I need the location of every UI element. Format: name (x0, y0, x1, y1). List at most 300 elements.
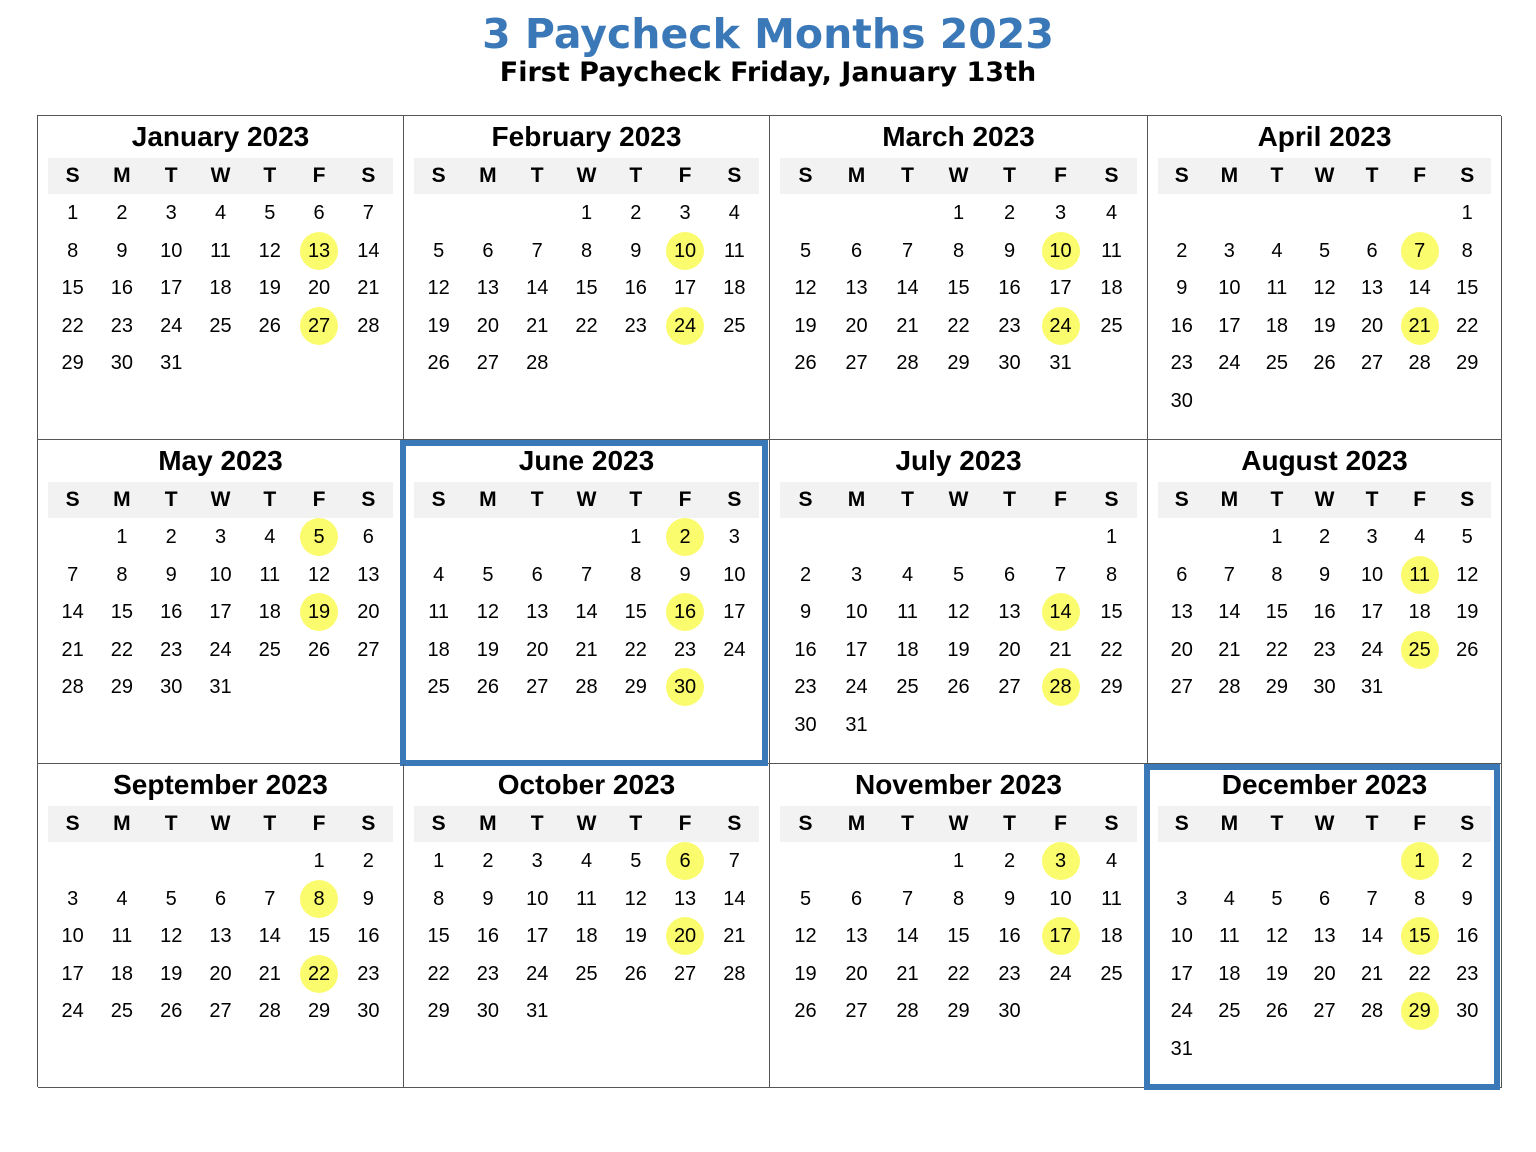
calendar-date: 24 (61, 1000, 84, 1023)
payday-date: 6 (666, 842, 704, 880)
calendar-date: 4 (214, 202, 227, 224)
calendar-date: 5 (952, 563, 965, 586)
calendar-date: 23 (673, 638, 697, 661)
month-title: October 2023 (497, 769, 676, 800)
calendar-date: 26 (160, 1000, 183, 1023)
calendar-date: 26 (1265, 1000, 1289, 1023)
calendar-date: 16 (1456, 925, 1479, 948)
calendar-date: 22 (110, 638, 134, 661)
calendar-date: 29 (947, 1000, 970, 1023)
month-november (770, 764, 1148, 1088)
weekday-label: W (576, 164, 597, 187)
calendar-date: 16 (1170, 314, 1193, 337)
calendar-date: 6 (1176, 563, 1188, 586)
calendar-date: 17 (526, 925, 549, 948)
calendar-date: 15 (1265, 601, 1289, 624)
calendar-date: 27 (673, 962, 697, 985)
calendar-date: 10 (845, 601, 868, 624)
calendar-date: 20 (998, 638, 1021, 661)
calendar-date: 23 (1170, 352, 1193, 375)
calendar-date: 1 (67, 202, 79, 224)
month-title: June 2023 (518, 445, 655, 476)
calendar-date: 29 (1456, 352, 1479, 375)
month-december (1148, 764, 1502, 1088)
calendar-date: 11 (210, 239, 231, 262)
weekday-header (48, 158, 393, 194)
weekday-label: T (530, 812, 544, 835)
calendar-date: 1 (952, 202, 965, 224)
calendar-date: 18 (427, 638, 450, 661)
month-september (38, 764, 404, 1088)
calendar-date: 18 (1265, 314, 1289, 337)
calendar-date: 6 (1318, 887, 1331, 910)
weekday-label: T (629, 164, 643, 187)
calendar-date: 27 (1360, 352, 1384, 375)
weekday-label: W (576, 488, 597, 511)
calendar-date: 31 (1049, 352, 1072, 375)
calendar-date: 5 (482, 563, 494, 586)
calendar-date: 12 (476, 601, 500, 624)
calendar-date: 4 (1414, 526, 1426, 548)
calendar-date: 29 (624, 676, 647, 699)
calendar-date: 14 (258, 925, 281, 948)
calendar-date: 22 (1456, 314, 1479, 337)
calendar-date: 4 (1271, 239, 1283, 262)
month-title: April 2023 (1257, 121, 1392, 152)
calendar-date: 22 (947, 314, 970, 337)
calendar-date: 9 (799, 601, 812, 624)
calendar-date: 25 (723, 314, 746, 337)
weekday-label: T (530, 164, 544, 187)
calendar-date: 22 (575, 314, 598, 337)
calendar-date: 24 (1049, 962, 1072, 985)
weekday-header (1158, 158, 1491, 194)
calendar-date: 19 (427, 314, 450, 337)
calendar-date: 25 (1218, 1000, 1241, 1023)
payday-date: 15 (1401, 917, 1439, 955)
calendar-date: 6 (850, 887, 863, 910)
weekday-label: F (1413, 164, 1427, 187)
calendar-date: 31 (1360, 676, 1384, 699)
calendar-date: 19 (794, 962, 817, 985)
payday-date: 1 (1401, 842, 1439, 880)
calendar-date: 3 (850, 563, 863, 586)
calendar-date: 26 (947, 676, 970, 699)
calendar-date: 7 (901, 887, 914, 910)
calendar-date: 27 (845, 1000, 868, 1023)
weekday-label: W (948, 812, 969, 835)
calendar-date: 3 (1223, 239, 1235, 262)
calendar-date: 23 (476, 962, 500, 985)
weekday-label: M (1220, 164, 1239, 187)
calendar-date: 19 (1313, 314, 1336, 337)
weekday-label: W (1314, 164, 1335, 187)
calendar-date: 21 (258, 962, 281, 985)
calendar-date: 12 (1313, 277, 1336, 300)
weekday-label: T (901, 812, 914, 835)
calendar-date: 1 (1271, 526, 1283, 548)
weekday-label: S (1460, 488, 1475, 511)
calendar-date: 20 (307, 277, 331, 300)
calendar-date: 22 (61, 314, 84, 337)
month-title: January 2023 (131, 121, 310, 152)
calendar-date: 28 (723, 962, 746, 985)
weekday-label: T (1365, 164, 1379, 187)
weekday-header (414, 806, 759, 842)
calendar-date: 7 (264, 887, 276, 910)
calendar-date: 8 (952, 887, 965, 910)
weekday-label: T (164, 164, 178, 187)
calendar-date: 17 (1360, 601, 1384, 624)
calendar-date: 5 (1271, 887, 1283, 910)
calendar-date: 24 (1218, 352, 1241, 375)
calendar-date: 5 (630, 850, 642, 872)
calendar-date: 18 (1218, 962, 1241, 985)
calendar-date: 25 (575, 962, 598, 985)
calendar-date: 18 (110, 962, 134, 985)
calendar-date: 16 (357, 925, 380, 948)
weekday-label: M (479, 164, 497, 187)
payday-date: 13 (300, 232, 338, 270)
calendar-date: 14 (1408, 277, 1431, 300)
calendar-date: 28 (61, 676, 84, 699)
calendar-date: 8 (1461, 239, 1473, 262)
weekday-label: M (113, 812, 131, 835)
calendar-date: 16 (998, 277, 1021, 300)
calendar-date: 12 (947, 601, 970, 624)
calendar-date: 17 (723, 601, 746, 624)
calendar-date: 22 (624, 638, 647, 661)
calendar-date: 21 (1218, 638, 1241, 661)
calendar-date: 15 (61, 277, 84, 300)
weekday-header (780, 806, 1137, 842)
calendar-date: 7 (67, 563, 79, 586)
calendar-date: 29 (1100, 676, 1123, 699)
calendar-date: 17 (1049, 277, 1072, 300)
calendar-date: 29 (110, 676, 134, 699)
calendar-date: 11 (1266, 277, 1288, 300)
calendar-date: 2 (482, 850, 494, 872)
weekday-label: S (361, 812, 376, 835)
payday-date: 19 (300, 593, 338, 631)
weekday-header (48, 482, 393, 518)
calendar-date: 13 (998, 601, 1021, 624)
payday-date: 10 (1042, 232, 1080, 270)
calendar-date: 3 (1054, 202, 1067, 224)
calendar-date: 8 (116, 563, 128, 586)
weekday-label: F (312, 164, 326, 187)
weekday-label: W (210, 164, 231, 187)
calendar-date: 6 (482, 239, 494, 262)
calendar-date: 15 (575, 277, 598, 300)
calendar-date: 9 (679, 563, 691, 586)
calendar-date: 26 (476, 676, 500, 699)
calendar-date: 5 (433, 239, 445, 262)
calendar-date: 28 (575, 676, 598, 699)
month-april (1148, 116, 1502, 440)
calendar-date: 20 (357, 601, 380, 624)
calendar-date: 19 (794, 314, 817, 337)
calendar-date: 15 (947, 925, 970, 948)
weekday-label: M (113, 488, 131, 511)
calendar-date: 26 (307, 638, 331, 661)
calendar-date: 3 (679, 202, 691, 224)
calendar-date: 7 (728, 850, 740, 872)
month-title: February 2023 (491, 121, 682, 152)
weekday-label: S (727, 164, 742, 187)
calendar-date: 27 (209, 1000, 232, 1023)
calendar-date: 10 (1049, 887, 1072, 910)
calendar-date: 21 (575, 638, 598, 661)
payday-date: 10 (666, 232, 704, 270)
payday-date: 21 (1401, 307, 1439, 345)
calendar-date: 20 (1313, 962, 1336, 985)
calendar-date: 17 (845, 638, 868, 661)
calendar-date: 17 (1170, 962, 1193, 985)
weekday-label: T (1270, 812, 1284, 835)
calendar-date: 24 (526, 962, 549, 985)
weekday-label: T (1365, 488, 1379, 511)
payday-date: 3 (1042, 842, 1080, 880)
weekday-label: S (1460, 812, 1475, 835)
calendar-date: 20 (1170, 638, 1193, 661)
calendar-date: 26 (794, 352, 817, 375)
calendar-date: 6 (1003, 563, 1016, 586)
month-title: December 2023 (1221, 769, 1428, 800)
weekday-label: S (798, 812, 813, 835)
calendar-date: 4 (901, 563, 914, 586)
calendar-date: 8 (630, 563, 642, 586)
weekday-label: W (948, 164, 969, 187)
weekday-label: S (727, 488, 742, 511)
calendar-date: 28 (526, 352, 549, 375)
payday-date: 11 (1401, 556, 1439, 594)
weekday-label: W (576, 812, 597, 835)
calendar-date: 30 (357, 1000, 380, 1023)
weekday-label: F (1054, 812, 1067, 835)
month-march (770, 116, 1148, 440)
calendar-date: 28 (357, 314, 380, 337)
calendar-date: 2 (1003, 202, 1016, 224)
calendar-date: 5 (799, 887, 812, 910)
calendar-date: 19 (1265, 962, 1289, 985)
calendar-date: 25 (1100, 314, 1123, 337)
month-july (770, 440, 1148, 764)
calendar-date: 2 (362, 850, 374, 872)
weekday-label: F (1413, 488, 1427, 511)
payday-date: 28 (1042, 668, 1080, 706)
month-may (38, 440, 404, 764)
calendar-date: 18 (1100, 277, 1123, 300)
calendar-date: 23 (160, 638, 183, 661)
weekday-label: F (312, 812, 326, 835)
calendar-date: 18 (258, 601, 281, 624)
weekday-label: F (312, 488, 326, 511)
calendar-date: 23 (110, 314, 134, 337)
weekday-label: F (1413, 812, 1427, 835)
weekday-label: W (210, 488, 231, 511)
calendar-date: 4 (433, 563, 445, 586)
weekday-label: F (678, 812, 692, 835)
payday-date: 22 (300, 955, 338, 993)
calendar-date: 4 (264, 526, 276, 548)
calendar-date: 12 (160, 925, 183, 948)
calendar-date: 3 (1176, 887, 1188, 910)
weekday-label: S (1104, 812, 1119, 835)
calendar-date: 28 (1408, 352, 1431, 375)
weekday-label: T (1270, 164, 1284, 187)
weekday-label: T (263, 164, 277, 187)
calendar-date: 5 (1461, 526, 1473, 548)
month-title: July 2023 (895, 445, 1022, 476)
calendar-date: 16 (1313, 601, 1336, 624)
calendar-date: 1 (116, 526, 128, 548)
weekday-label: T (901, 164, 914, 187)
weekday-label: S (361, 488, 376, 511)
calendar-date: 28 (258, 1000, 281, 1023)
calendar-date: 4 (116, 887, 128, 910)
calendar-date: 31 (160, 352, 183, 375)
calendar-date: 5 (1318, 239, 1331, 262)
calendar-date: 3 (728, 526, 740, 548)
weekday-label: M (479, 488, 497, 511)
weekday-label: T (263, 812, 277, 835)
calendar-date: 20 (526, 638, 549, 661)
calendar-date: 8 (1414, 887, 1426, 910)
calendar-date: 1 (952, 850, 965, 872)
calendar-date: 24 (1170, 1000, 1193, 1023)
calendar-date: 7 (1054, 563, 1067, 586)
calendar-date: 2 (116, 202, 128, 224)
payday-date: 20 (666, 917, 704, 955)
calendar-date: 11 (1101, 887, 1122, 910)
calendar-date: 10 (1360, 563, 1384, 586)
calendar-date: 29 (947, 352, 970, 375)
calendar-date: 17 (673, 277, 697, 300)
calendar-date: 7 (901, 239, 914, 262)
calendar-date: 18 (1408, 601, 1431, 624)
calendar-date: 30 (110, 352, 134, 375)
calendar-date: 11 (111, 925, 133, 948)
calendar-date: 9 (362, 887, 374, 910)
calendar-date: 29 (427, 1000, 450, 1023)
month-title: November 2023 (854, 769, 1062, 800)
weekday-label: T (901, 488, 914, 511)
calendar-date: 7 (1223, 563, 1235, 586)
payday-date: 24 (1042, 307, 1080, 345)
payday-date: 29 (1401, 992, 1439, 1030)
weekday-label: S (431, 812, 446, 835)
calendar-date: 23 (357, 962, 380, 985)
calendar-date: 18 (575, 925, 598, 948)
weekday-header (1158, 482, 1491, 518)
calendar-date: 15 (1100, 601, 1123, 624)
calendar-grid (37, 115, 1501, 1087)
calendar-date: 25 (427, 676, 450, 699)
calendar-date: 12 (1265, 925, 1289, 948)
calendar-date: 21 (723, 925, 746, 948)
calendar-date: 29 (1265, 676, 1289, 699)
calendar-date: 12 (258, 239, 281, 262)
calendar-date: 23 (998, 962, 1021, 985)
calendar-date: 2 (799, 563, 812, 586)
calendar-date: 24 (209, 638, 232, 661)
calendar-date: 10 (526, 887, 549, 910)
weekday-label: S (1174, 812, 1189, 835)
weekday-label: F (678, 488, 692, 511)
calendar-date: 14 (61, 601, 84, 624)
calendar-date: 3 (214, 526, 227, 548)
calendar-date: 8 (67, 239, 79, 262)
page-title: 3 Paycheck Months 2023 (482, 10, 1054, 58)
calendar-date: 15 (307, 925, 331, 948)
calendar-date: 11 (576, 887, 597, 910)
calendar-date: 9 (482, 887, 494, 910)
payday-date: 30 (666, 668, 704, 706)
month-january (38, 116, 404, 440)
calendar-date: 6 (313, 202, 325, 224)
calendar-date: 28 (896, 352, 919, 375)
calendar-date: 6 (850, 239, 863, 262)
calendar-date: 8 (1105, 563, 1118, 586)
calendar-date: 12 (794, 277, 817, 300)
payday-date: 25 (1401, 631, 1439, 669)
weekday-label: W (1314, 488, 1335, 511)
calendar-date: 12 (794, 925, 817, 948)
calendar-date: 13 (1360, 277, 1384, 300)
calendar-date: 13 (357, 563, 380, 586)
calendar-date: 1 (313, 850, 325, 872)
calendar-date: 30 (998, 352, 1021, 375)
weekday-label: M (1220, 488, 1239, 511)
calendar-date: 13 (673, 887, 697, 910)
calendar-date: 6 (1366, 239, 1378, 262)
calendar-date: 30 (998, 1000, 1021, 1023)
weekday-header (1158, 806, 1491, 842)
month-february (404, 116, 770, 440)
calendar-date: 17 (61, 962, 84, 985)
calendar-date: 1 (1105, 526, 1118, 548)
calendar-date: 2 (1176, 239, 1188, 262)
payday-date: 24 (666, 307, 704, 345)
calendar-date: 16 (998, 925, 1021, 948)
calendar-date: 25 (209, 314, 232, 337)
calendar-date: 26 (1456, 638, 1479, 661)
calendar-date: 7 (362, 202, 374, 224)
calendar-date: 21 (896, 962, 919, 985)
weekday-label: T (1003, 812, 1016, 835)
calendar-date: 10 (209, 563, 232, 586)
calendar-date: 18 (896, 638, 919, 661)
month-june (404, 440, 770, 764)
calendar-date: 11 (723, 239, 745, 262)
calendar-date: 2 (1461, 850, 1473, 872)
calendar-date: 9 (1318, 563, 1331, 586)
calendar-date: 14 (575, 601, 598, 624)
calendar-date: 6 (214, 887, 227, 910)
calendar-date: 24 (1360, 638, 1384, 661)
weekday-label: M (847, 812, 866, 835)
calendar-date: 16 (476, 925, 500, 948)
calendar-date: 25 (1100, 962, 1123, 985)
calendar-date: 11 (259, 563, 281, 586)
weekday-label: T (164, 812, 178, 835)
weekday-label: T (1003, 164, 1016, 187)
calendar-date: 21 (1360, 962, 1384, 985)
calendar-date: 9 (165, 563, 177, 586)
calendar-date: 23 (624, 314, 647, 337)
calendar-date: 29 (307, 1000, 331, 1023)
